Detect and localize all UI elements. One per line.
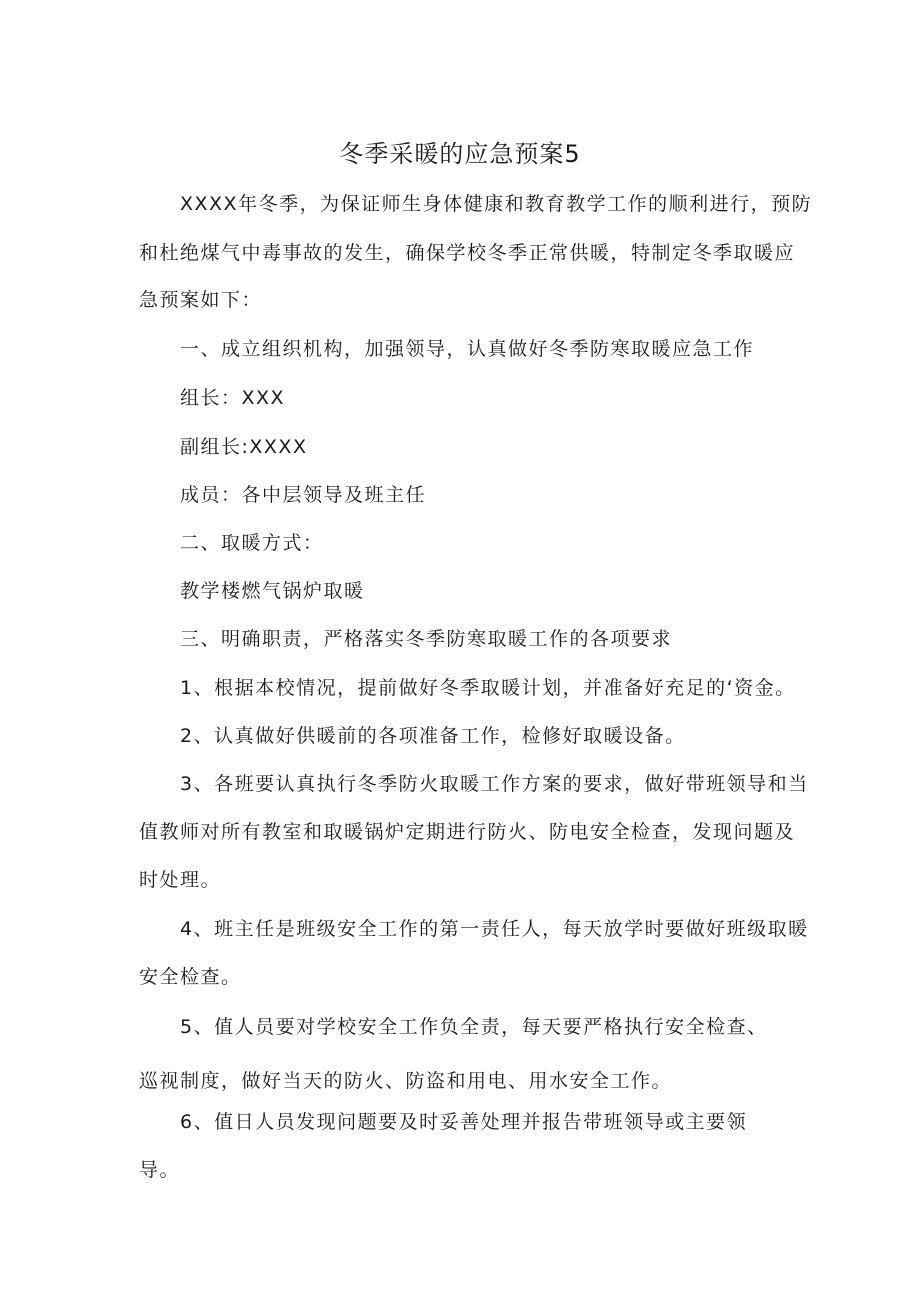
intro-line-1: XXXX年冬季，为保证师生身体健康和教育教学工作的顺利进行，预防 <box>180 193 813 215</box>
team-deputy-leader: 副组长:XXXX <box>180 436 308 458</box>
team-leader: 组长：XXX <box>180 387 286 409</box>
section-heading-2: 二、取暖方式： <box>180 532 324 554</box>
intro-line-2: 和杜绝煤气中毒事故的发生，确保学校冬季正常供暖，特制定冬季取暖应 <box>139 242 796 264</box>
item-3-line-2: 值教师对所有教室和取暖锅炉定期进行防火、防电安全检查，发现问题及 <box>139 821 796 843</box>
document-title: 冬季采暖的应急预案5 <box>339 140 581 168</box>
intro-line-3: 急预案如下： <box>139 289 263 311</box>
item-3-line-3: 时处理。 <box>139 869 222 891</box>
item-5-line-2: 巡视制度，做好当天的防火、防盗和用电、用水安全工作。 <box>139 1070 673 1092</box>
section-heading-1: 一、成立组织机构，加强领导，认真做好冬季防寒取暖应急工作 <box>180 338 755 360</box>
team-members: 成员：各中层领导及班主任 <box>180 484 427 506</box>
item-5-line-1: 5、值人员要对学校安全工作负全责，每天要严格执行安全检查、 <box>180 1016 768 1038</box>
item-2: 2、认真做好供暖前的各项准备工作，检修好取暖设备。 <box>180 725 686 747</box>
item-4-line-2: 安全检查。 <box>139 966 242 988</box>
section-heading-3: 三、明确职责，严格落实冬季防寒取暖工作的各项要求 <box>180 628 673 650</box>
heating-method: 教学楼燃气锅炉取暖 <box>180 580 365 602</box>
item-3-line-1: 3、各班要认真执行冬季防火取暖工作方案的要求，做好带班领导和当 <box>180 773 809 795</box>
item-4-line-1: 4、班主任是班级安全工作的第一责任人，每天放学时要做好班级取暖 <box>180 918 809 940</box>
item-6-line-2: 导。 <box>139 1159 181 1181</box>
item-6-line-1: 6、值日人员发现问题要及时妥善处理并报告带班领导或主要领 <box>180 1111 748 1133</box>
item-1: 1、根据本校情况，提前做好冬季取暖计划，并准备好充足的‘资金。 <box>180 677 796 699</box>
